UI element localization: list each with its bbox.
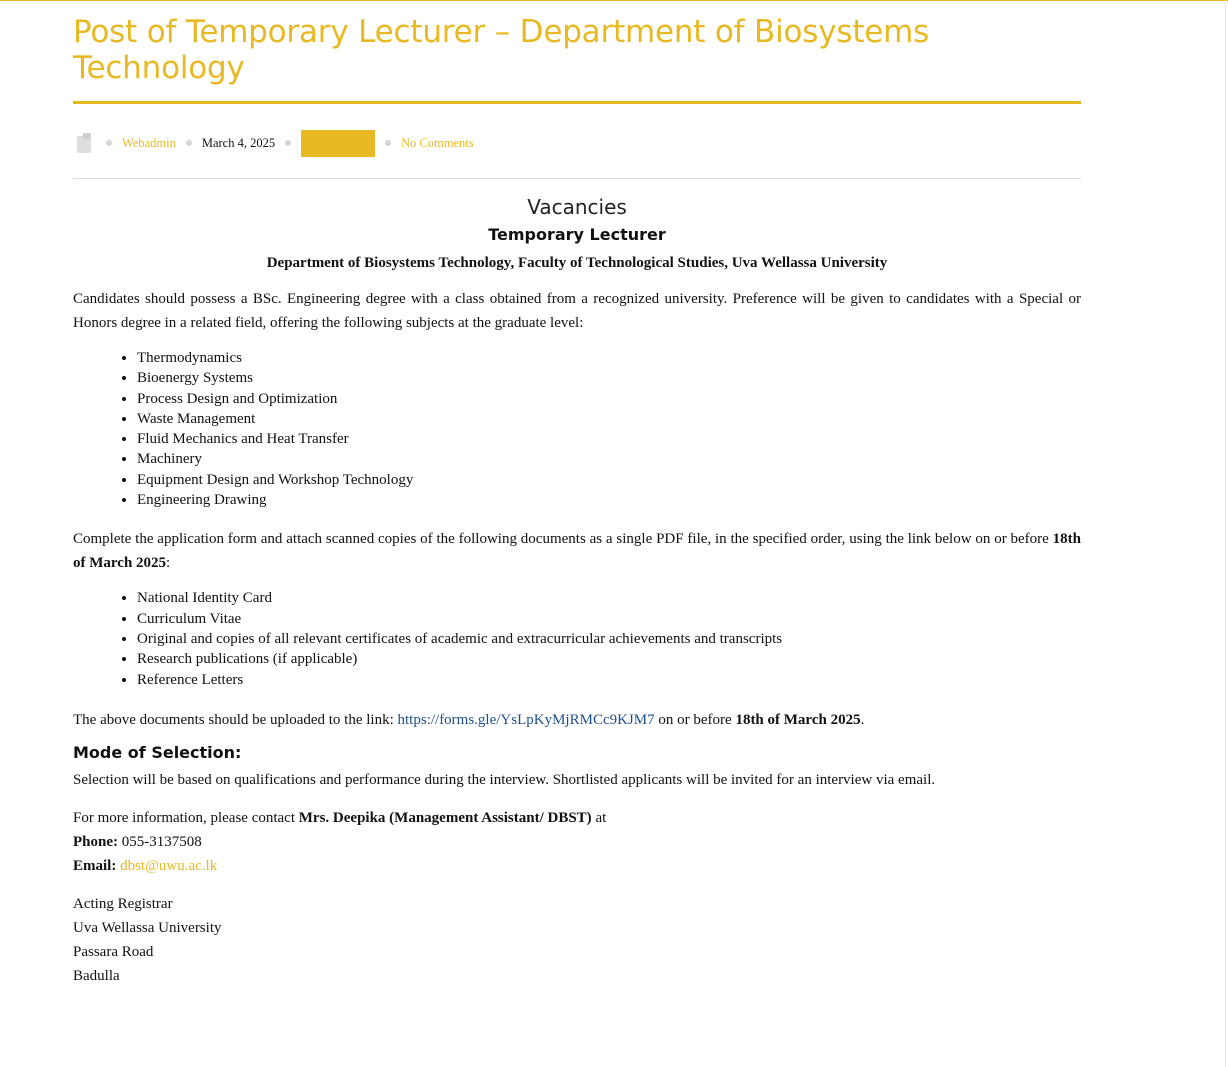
form-link[interactable]: https://forms.gle/YsLpKyMjRMCc9KJM7 (397, 711, 655, 728)
list-item: • Waste Management (137, 409, 1081, 429)
upload-after: on or before (654, 711, 736, 728)
signature-line: Badulla (73, 967, 120, 984)
apply-text: Complete the application form and attach scanned copies of the following documents as a single PDF file, in the specified order, using the link below on or before (73, 531, 1053, 548)
apply-paragraph (73, 527, 1081, 575)
document-icon (77, 133, 91, 153)
right-border (1225, 0, 1226, 1067)
title-divider (73, 101, 1081, 104)
list-item: • Reference Letters (137, 670, 1081, 690)
list-item: • National Identity Card (137, 588, 1081, 608)
list-item: • Process Design and Optimization (137, 389, 1081, 409)
upload-text: The above documents should be uploaded to the link: (73, 711, 398, 728)
contact-text: For more information, please contact (73, 809, 299, 826)
mode-paragraph: Selection will be based on qualifications and performance during the interview. Shortlisted applicants will be invited for an interview via email. (73, 771, 936, 788)
phone-number: 055-3137508 (118, 833, 202, 850)
contact-paragraph (73, 806, 1081, 878)
meta-separator (106, 140, 112, 146)
list-item: • Research publications (if applicable) (137, 649, 1081, 669)
subjects-list (73, 348, 1081, 510)
meta-divider (73, 178, 1081, 179)
post-title: Post of Temporary Lecturer – Department of Biosystems Technology (73, 14, 930, 86)
meta-separator (285, 140, 291, 146)
phone-label: Phone: (73, 833, 118, 850)
list-item: • Curriculum Vitae (137, 609, 1081, 629)
list-item: • Fluid Mechanics and Heat Transfer (137, 429, 1081, 449)
deadline: 18th of March 2025 (73, 531, 1081, 572)
documents-list (73, 588, 1081, 689)
intro-paragraph: Candidates should possess a BSc. Engineering degree with a class obtained from a recognized university. Preference will be given to candidates with a Special or Honors degree in a related field, offering the following subjects at the graduate level: (73, 291, 1081, 331)
department-title: Department of Biosystems Technology, Faculty of Technological Studies, Uva Wellassa University (266, 255, 888, 271)
deadline: 18th of March 2025 (735, 711, 861, 728)
signature-line: Acting Registrar (73, 895, 173, 912)
post-meta (73, 129, 1081, 157)
contact-at: at (591, 809, 607, 826)
upload-paragraph (73, 708, 1081, 732)
section-heading: Vacancies (527, 195, 627, 219)
top-border (0, 0, 1228, 1)
list-item: • Original and copies of all relevant certificates of academic and extracurricular achievements and transcripts (137, 629, 1081, 649)
list-item: • Equipment Design and Workshop Technology (137, 470, 1081, 490)
list-item: • Thermodynamics (137, 348, 1081, 368)
author-link[interactable]: Webadmin (122, 135, 176, 150)
article (73, 14, 1081, 988)
mode-heading: Mode of Selection: (73, 742, 242, 762)
list-item: • Engineering Drawing (137, 490, 1081, 510)
upload-end: . (860, 711, 865, 728)
email-label: Email: (73, 857, 117, 874)
signature-line: Passara Road (73, 943, 154, 960)
meta-separator (385, 140, 391, 146)
signature-line: Uva Wellassa University (73, 919, 222, 936)
meta-separator (186, 140, 192, 146)
contact-name: Mrs. Deepika (Management Assistant/ DBST) (298, 809, 592, 826)
apply-colon: : (166, 555, 171, 572)
email-link[interactable]: dbst@uwu.ac.lk (120, 857, 218, 874)
category-badge[interactable]: VACANCIES (301, 130, 375, 157)
post-date: March 4, 2025 (201, 135, 276, 150)
list-item: • Machinery (137, 449, 1081, 469)
list-item: • Bioenergy Systems (137, 368, 1081, 388)
role-title: Temporary Lecturer (488, 225, 666, 244)
comments-link[interactable]: No Comments (401, 135, 474, 150)
signature-block (73, 892, 1081, 988)
